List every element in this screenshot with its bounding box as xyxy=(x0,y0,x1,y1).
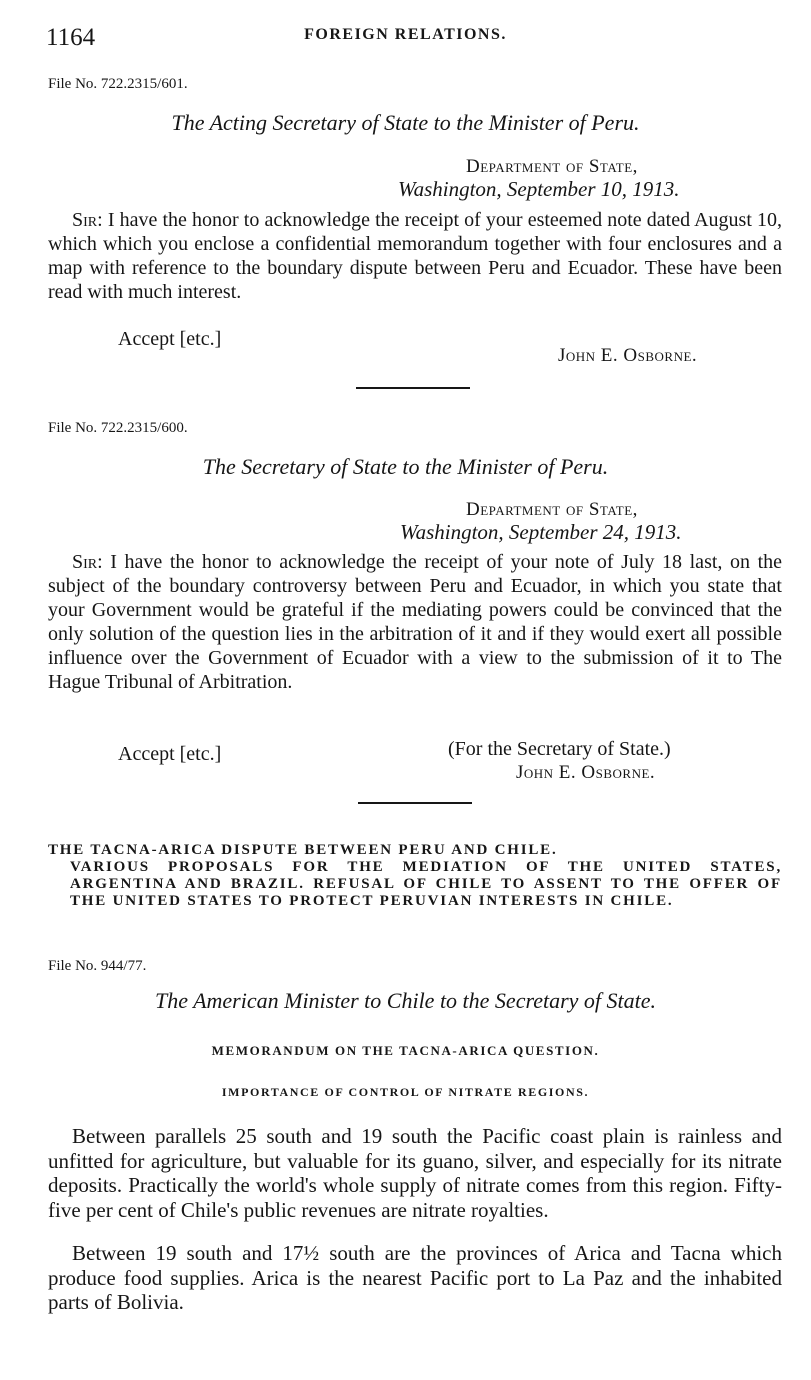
place-date: Washington, September 24, 1913. xyxy=(400,520,682,544)
page-number: 1164 xyxy=(46,24,96,51)
section-heading xyxy=(48,842,782,910)
letter-body xyxy=(48,550,782,694)
body-text: I have the honor to acknowledge the receipt of your esteemed note dated August 10, which which you enclose a confidential memorandum together with four enclosures and a map with reference to the boundary dispute between Peru and Ecuador. These have been read with much interest. xyxy=(48,209,783,303)
memo-heading: MEMORANDUM ON THE TACNA-ARICA QUESTION. xyxy=(211,1043,600,1058)
letter-body xyxy=(48,208,782,304)
file-number: File No. 722.2315/600. xyxy=(48,420,188,436)
paragraph-text: Between parallels 25 south and 19 south the Pacific coast plain is rainless and unfitted for agriculture, but valuable for its guano, silver, and especially for its nitrate deposits. Practically the world's whole supply of nitrate comes from this region. Fifty-five per cent of Chile's public revenues are nitrate royalties. xyxy=(48,1124,782,1222)
place-date: Washington, September 10, 1913. xyxy=(398,177,680,201)
paragraph xyxy=(48,1241,782,1315)
body-text: I have the honor to acknowledge the receipt of your note of July 18 last, on the subject of the boundary controversy between Peru and Ecuador, in which you state that your Government would be grateful if the mediating powers could be convinced that the only solution of the question lies in the arbitration of it and if they would exert all possible influence over the Government of Ecuador with a view to the submission of it to The Hague Tribunal of Arbitration. xyxy=(48,551,783,693)
file-number: File No. 944/77. xyxy=(48,958,147,974)
letter-title: The American Minister to Chile to the Secretary of State. xyxy=(154,988,657,1013)
salutation: Sir: xyxy=(72,209,103,231)
salutation: Sir: xyxy=(72,551,103,573)
separator-rule xyxy=(358,802,472,804)
department-line: Department of State, xyxy=(466,499,638,520)
paragraph xyxy=(48,1124,782,1222)
letter-title: The Secretary of State to the Minister of Peru. xyxy=(202,454,609,479)
running-title: FOREIGN RELATIONS. xyxy=(304,26,507,43)
closing: Accept [etc.] xyxy=(118,328,222,350)
subheading: IMPORTANCE OF CONTROL OF NITRATE REGIONS. xyxy=(221,1085,590,1099)
separator-rule xyxy=(356,387,470,389)
letter-title: The Acting Secretary of State to the Minister of Peru. xyxy=(171,110,640,135)
section-heading-first: THE TACNA-ARICA DISPUTE BETWEEN PERU AND CHILE. xyxy=(48,842,558,858)
closing: Accept [etc.] xyxy=(118,743,222,765)
paragraph-text: Between 19 south and 17½ south are the provinces of Arica and Tacna which produce food supplies. Arica is the nearest Pacific port to La Paz and the inhabited parts of Bolivia. xyxy=(48,1241,782,1314)
for-secretary-line: (For the Secretary of State.) xyxy=(448,738,671,760)
department-line: Department of State, xyxy=(466,156,638,177)
file-number: File No. 722.2315/601. xyxy=(48,76,188,92)
signature: John E. Osborne. xyxy=(558,345,698,366)
section-heading-rest: VARIOUS PROPOSALS FOR THE MEDIATION OF THE UNITED STATES, ARGENTINA AND BRAZIL. REFUSAL OF CHILE TO ASSENT TO THE OFFER OF THE UNITED STATES TO PROTECT PERUVIAN INTERESTS IN CHILE. xyxy=(70,859,782,909)
signature: John E. Osborne. xyxy=(516,762,656,783)
